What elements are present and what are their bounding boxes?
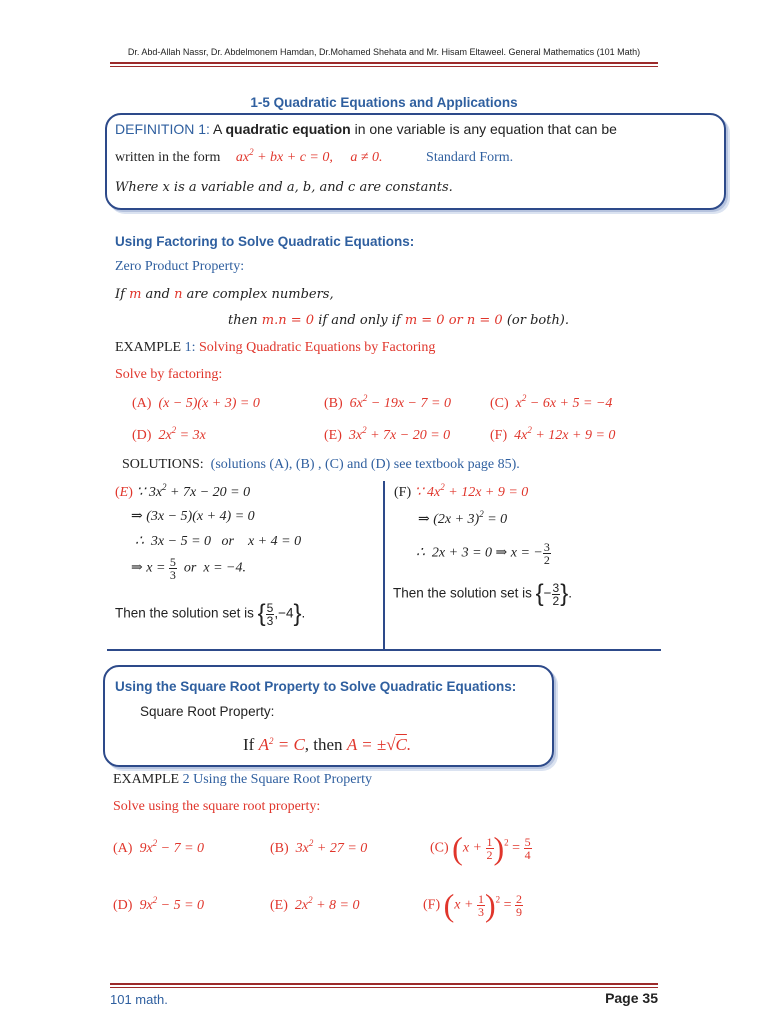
definition-term: quadratic equation (225, 121, 351, 137)
solution-divider (383, 481, 385, 649)
header-rule-thin (110, 66, 658, 67)
example2-title: Using the Square Root Property (193, 772, 372, 787)
zero-product-text: Zero Product Property: (115, 259, 245, 274)
solution-e-set-text: Then the solution set is (115, 605, 254, 621)
square-root-property-label (140, 704, 274, 719)
solution-e-line-2: ⇒ (3x − 5)(x + 4) = 0 (131, 509, 255, 524)
sqrt-problem-b: (B) $3x^2 + 27 = 0$ (270, 838, 368, 856)
solution-e-line-1: (E) ∵ $3x^2 + 7x - 20 = 0$ (115, 482, 251, 500)
square-root-title-text: Using the Square Root Property to Solve Quadratic Equations: (115, 679, 517, 694)
solution-e-set: Then the solution set is { $\frac{5}{3}$ ,−4}. (115, 600, 306, 628)
problem-a: (A) (x − 5)(x + 3) = 0 (132, 396, 260, 411)
solution-f-line-1: (F) ∵ $4x^2 + 12x + 9 = 0$ (394, 482, 529, 500)
factoring-title (115, 234, 414, 249)
sqrt-problem-d: (D) $9x^2 - 5 = 0$ (113, 895, 205, 913)
solution-f-set: Then the solution set is {− $\frac{3}{2}$ }. (393, 580, 572, 608)
page-header (110, 47, 658, 57)
solutions-line (122, 457, 520, 473)
square-root-formula: If $A^2 = C$, then A = ±√C. (243, 735, 412, 754)
square-root-title (115, 679, 516, 694)
definition-line-1 (115, 121, 617, 137)
example1-heading (115, 340, 435, 356)
footer-left (110, 992, 168, 1007)
definition-text-a: A (209, 121, 226, 137)
example1-instruction-text: Solve by factoring: (115, 367, 223, 382)
footer-course: 101 math. (110, 992, 168, 1007)
square-root-property-text: Square Root Property: (140, 704, 275, 719)
solution-bottom-rule (107, 649, 661, 651)
sqrt-problem-f: (F) (x + $\frac{1}{3}$ )$^2$ = $\frac{2}{9}$ (423, 887, 523, 923)
section-title (110, 95, 658, 110)
definition-line-2 (115, 147, 514, 166)
example1-instruction (115, 367, 222, 383)
section-title-text: 1-5 Quadratic Equations and Applications (250, 95, 518, 110)
zero-product-line-2: then m.n = 0 if and only if m = 0 or n = 0 (or both). (228, 313, 570, 328)
zero-product-line-1: If m and n are complex numbers, (115, 287, 334, 302)
solution-f-line-2: ⇒ $(2x + 3)^2 = 0$ (418, 509, 508, 527)
footer-rule-thin (110, 987, 658, 988)
definition-constants-note: Where x is a variable and a, b, and c are constants. (115, 180, 453, 195)
solution-e-line-3: ∴ 3x − 5 = 0 or x + 4 = 0 (135, 534, 302, 549)
example1-number: 1: (181, 340, 196, 355)
solutions-note: (solutions (A), (B) , (C) and (D) see textbook page 85). (210, 457, 520, 472)
definition-line-3 (115, 180, 453, 195)
solutions-label: SOLUTIONS: (122, 457, 204, 472)
example2-instruction (113, 799, 320, 815)
example2-instruction-text: Solve using the square root property: (113, 799, 321, 814)
solution-f-line-3: ∴ 2x + 3 = 0 ⇒ x = − $\frac{3}{2}$ (416, 540, 550, 567)
header-rule (110, 62, 658, 64)
example2-label: EXAMPLE (113, 772, 180, 787)
problem-b: (B) $6x^2 - 19x - 7 = 0$ (324, 393, 451, 411)
definition-text-b: in one variable is any equation that can be (350, 121, 617, 137)
solution-e-line-4: ⇒ x = $\frac{5}{3}$ or x = −4. (131, 555, 246, 582)
problem-f: (F) $4x^2 + 12x + 9 = 0$ (490, 425, 616, 443)
sqrt-problem-c: (C) (x + $\frac{1}{2}$ )$^2$ = $\frac{5}{4}$ (430, 830, 531, 866)
zero-product-label (115, 259, 244, 275)
definition-label: DEFINITION 1: (115, 121, 210, 137)
header-authors: Dr. Abd-Allah Nassr, Dr. Abdelmonem Hamdan, Dr.Mohamed Shehata and Mr. Hisam Eltaweel. General Mathematics (101 Math) (127, 47, 641, 57)
standard-form-label: Standard Form. (426, 150, 514, 165)
sqrt-problem-a: (A) $9x^2 - 7 = 0$ (113, 838, 205, 856)
footer-page-number: Page 35 (605, 990, 658, 1006)
definition-form-prefix: written in the form (115, 150, 221, 165)
example1-title: Solving Quadratic Equations by Factoring (199, 340, 436, 355)
problem-c: (C) $x^2 - 6x + 5 = -4$ (490, 393, 613, 411)
footer-rule (110, 983, 658, 985)
problem-d: (D) $2x^2 = 3x$ (132, 425, 206, 443)
example1-label: EXAMPLE (115, 340, 182, 355)
example2-heading (113, 772, 372, 788)
footer-right (560, 990, 658, 1006)
example2-number: 2 (179, 772, 190, 787)
standard-form-equation: $ax^2$ + bx + c = 0, a ≠ 0. (235, 147, 383, 165)
factoring-title-text: Using Factoring to Solve Quadratic Equations: (115, 234, 415, 249)
problem-e: (E) $3x^2 + 7x - 20 = 0$ (324, 425, 451, 443)
solution-f-set-text: Then the solution set is (393, 585, 532, 601)
sqrt-problem-e: (E) $2x^2 + 8 = 0$ (270, 895, 360, 913)
